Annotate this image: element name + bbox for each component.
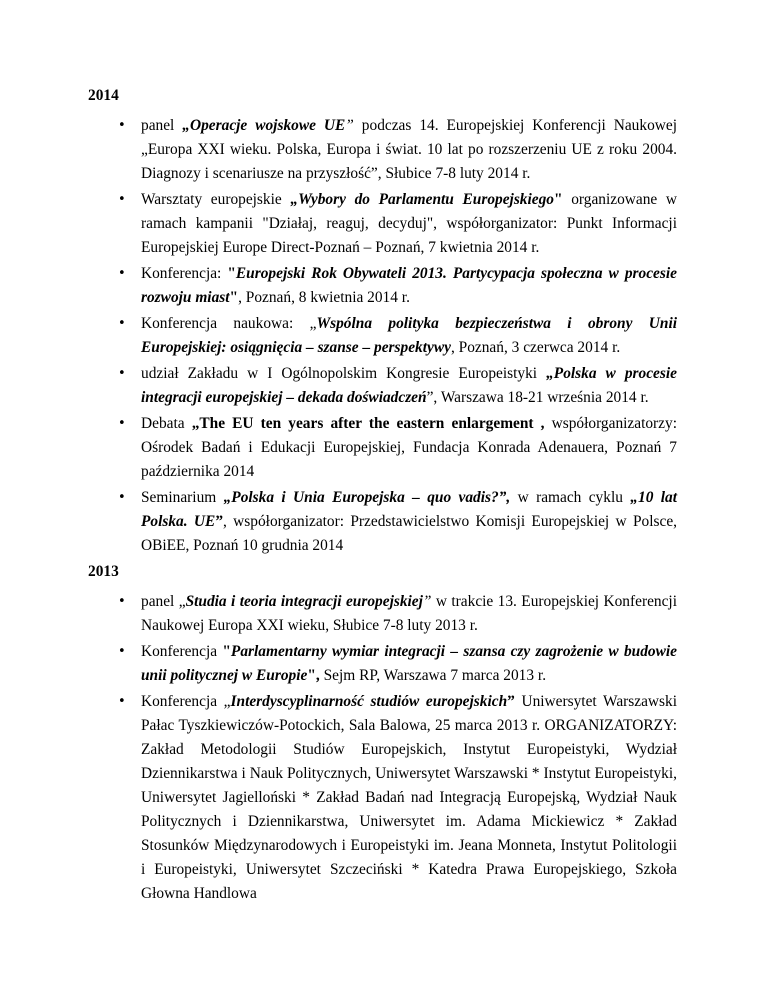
event-text: , Poznań, 8 kwietnia 2014 r. [238,289,410,306]
event-list [0,590,768,906]
event-text: Konferencja [141,643,223,660]
event-title-quote: " [222,643,231,660]
event-item [118,262,677,310]
event-text: Konferencja: [141,265,228,282]
year-heading: 2013 [88,563,119,580]
event-text: , współorganizator: Przedstawicielstwo Komisji Europejskiej w Polsce, OBiEE, Poznań 10 grudnia 2014 [141,513,677,554]
event-text: w trakcie 13. Europejskiej Konferencji Naukowej Europa XXI wieku, Słubice 7-8 luty 2013 r. [141,593,677,634]
bullet-icon: • [118,416,126,431]
bullet-icon: • [118,316,126,331]
event-text: Debata [141,415,192,432]
event-text: ”, Warszawa 18-21 września 2014 r. [426,389,649,406]
event-title-quote: ” [345,117,354,134]
event-text: podczas 14. Europejskiej Konferencji Naukowej „Europa XXI wieku. Polska, Europa i świat. 10 lat po rozszerzeniu UE z roku 2004. Diagnozy i scenariusze na przyszłość”, Słubice 7-8 luty 2014 r. [141,117,677,182]
event-title: Interdyscyplinarność studiów europejskich [230,693,508,710]
event-text: w ramach cyklu [510,489,631,506]
bullet-icon: • [118,118,126,133]
event-item [118,188,677,260]
event-title-quote: ", [307,667,320,684]
bullet-icon: • [118,490,126,505]
event-title: Studia i teoria integracji europejskiej [185,593,423,610]
event-title: Europejski Rok Obywateli 2013. Partycypacja społeczna w procesie rozwoju miast [141,265,677,306]
event-item [118,312,677,360]
event-text: Konferencja naukowa: „ [141,315,317,332]
event-text: panel „ [141,593,186,610]
event-title-quote: ” [215,513,224,530]
event-title: „Polska i Unia Europejska – quo vadis?”, [223,489,511,506]
event-title-quote: " [554,191,563,208]
event-item [118,640,678,688]
event-text: współorganizatorzy: Ośrodek Badań i Edukacji Europejskiej, Fundacja Konrada Adenauera, Poznań 7 października 2014 [141,415,677,480]
bullet-icon: • [118,266,126,281]
event-text: organizowane w ramach kampanii "Działaj, reaguj, decyduj", współorganizator: Punkt Informacji Europejskiej Europe Direct-Poznań – Poznań, 7 kwietnia 2014 r. [141,191,677,256]
year-heading: 2014 [88,87,119,104]
event-text: panel [141,117,183,134]
event-text: Sejm RP, Warszawa 7 marca 2013 r. [319,667,547,684]
bullet-icon: • [118,694,126,709]
bullet-icon: • [118,192,126,207]
event-title-quote: ” [507,693,515,710]
bullet-icon: • [118,366,126,381]
event-text: Konferencja „ [141,693,231,710]
year-section-2014 [0,84,768,558]
event-title: Parlamentarny wymiar integracji – szansa czy zagrożenie w budowie unii politycznej w Europie [141,643,678,684]
event-item [118,486,677,558]
event-title: „Wybory do Parlamentu Europejskiego [290,191,555,208]
event-text: udział Zakładu w I Ogólnopolskim Kongresie Europeistyki [141,365,547,382]
event-series-title: „10 lat Polska. UE [141,489,677,530]
event-text: , Poznań, 3 czerwca 2014 r. [450,339,621,356]
bullet-icon: • [118,644,126,659]
event-title: „Operacje wojskowe UE [182,117,346,134]
event-item [118,114,677,186]
event-text: Seminarium [141,489,224,506]
event-title: „Polska w procesie integracji europejskiej – dekada doświadczeń [141,365,677,406]
event-text: Warsztaty europejskie [141,191,291,208]
event-item [118,362,677,410]
event-item [118,690,678,906]
event-item [118,590,677,638]
event-title: Wspólna polityka bezpieczeństwa i obrony Unii Europejskiej: osiągnięcia – szanse – perspektywy [141,315,677,356]
bullet-icon: • [118,594,126,609]
event-list [0,114,768,558]
event-title-quote: " [229,289,239,306]
event-title: „The EU ten years after the eastern enlargement , [191,415,545,432]
event-text: Uniwersytet Warszawski Pałac Tyszkiewiczów-Potockich, Sala Balowa, 25 marca 2013 r. ORGANIZATORZY: Zakład Metodologii Studiów Europejskich, Instytut Europeistyki, Wydział Dziennikarstwa i Nauk Politycznych, Uniwersytet Warszawski * Instytut Europeistyki, Uniwersytet Jagielloński * Zakład Badań nad Integracją Europejską, Wydział Nauk Politycznych i Dziennikarstwa, Uniwersytet im. Adama Mickiewicz * Zakład Stosunków Międzynarodowych i Europeistyki im. Jeana Monneta, Instytut Politologii i Europeistyki, Uniwersytet Szczeciński * Katedra Prawa Europejskiego, Szkoła Głowna Handlowa [141,693,678,902]
event-title-quote: ” [422,593,432,610]
year-section-2013 [0,560,768,906]
event-title-quote: " [227,265,236,282]
event-item [118,412,677,484]
